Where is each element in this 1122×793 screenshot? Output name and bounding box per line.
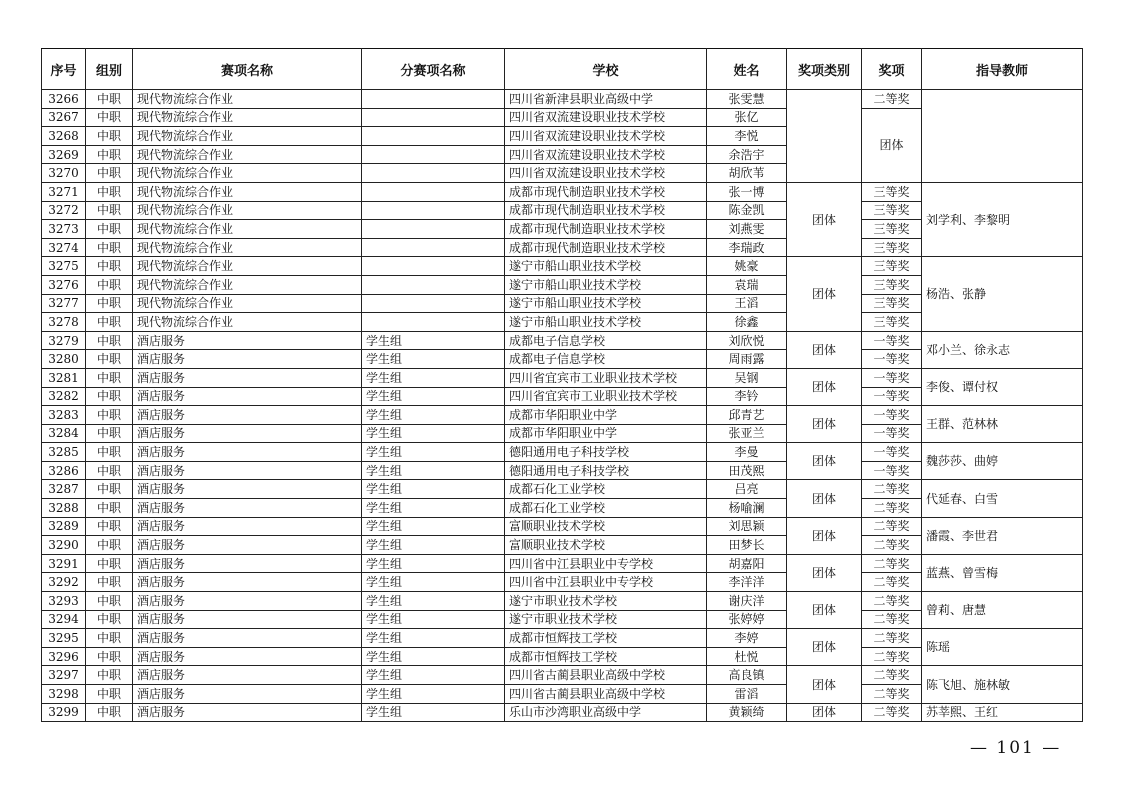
cell-school: 遂宁市船山职业技术学校 bbox=[505, 313, 707, 332]
cell-name: 胡嘉阳 bbox=[707, 554, 787, 573]
cell-event: 酒店服务 bbox=[133, 610, 362, 629]
cell-award: 二等奖 bbox=[862, 647, 922, 666]
cell-index: 3274 bbox=[42, 238, 86, 257]
cell-award: 二等奖 bbox=[862, 666, 922, 685]
table-row bbox=[42, 368, 1083, 387]
table-row bbox=[42, 703, 1083, 722]
cell-name: 周雨露 bbox=[707, 350, 787, 369]
cell-award: 三等奖 bbox=[862, 201, 922, 220]
cell-teacher: 杨浩、张静 bbox=[922, 257, 1083, 331]
cell-teacher: 陈瑶 bbox=[922, 629, 1083, 666]
cell-index: 3284 bbox=[42, 424, 86, 443]
cell-teacher: 代延春、白雪 bbox=[922, 480, 1083, 517]
cell-index: 3277 bbox=[42, 294, 86, 313]
table-row bbox=[42, 517, 1083, 536]
cell-event: 酒店服务 bbox=[133, 480, 362, 499]
cell-index: 3276 bbox=[42, 275, 86, 294]
cell-event: 酒店服务 bbox=[133, 517, 362, 536]
cell-sub-event: 学生组 bbox=[362, 647, 505, 666]
cell-award-type: 团体 bbox=[787, 443, 862, 480]
cell-award: 一等奖 bbox=[862, 350, 922, 369]
cell-group: 中职 bbox=[86, 145, 133, 164]
cell-school: 四川省双流建设职业技术学校 bbox=[505, 164, 707, 183]
cell-award: 一等奖 bbox=[862, 406, 922, 425]
cell-name: 张婷婷 bbox=[707, 610, 787, 629]
cell-teacher: 潘霞、李世君 bbox=[922, 517, 1083, 554]
cell-sub-event bbox=[362, 294, 505, 313]
cell-group: 中职 bbox=[86, 685, 133, 704]
cell-name: 胡欣苇 bbox=[707, 164, 787, 183]
cell-teacher: 蓝燕、曾雪梅 bbox=[922, 554, 1083, 591]
cell-index: 3275 bbox=[42, 257, 86, 276]
cell-teacher: 李俊、谭付权 bbox=[922, 368, 1083, 405]
cell-index: 3266 bbox=[42, 90, 86, 109]
cell-teacher bbox=[922, 90, 1083, 183]
page-number: — 101 — bbox=[970, 738, 1062, 758]
col-header-event: 赛项名称 bbox=[133, 49, 362, 90]
cell-event: 酒店服务 bbox=[133, 368, 362, 387]
cell-event: 酒店服务 bbox=[133, 703, 362, 722]
cell-name: 张一博 bbox=[707, 182, 787, 201]
cell-event: 酒店服务 bbox=[133, 499, 362, 518]
cell-award-type: 团体 bbox=[787, 182, 862, 256]
col-header-award: 奖项 bbox=[862, 49, 922, 90]
cell-group: 中职 bbox=[86, 294, 133, 313]
table-row bbox=[42, 406, 1083, 425]
cell-event: 酒店服务 bbox=[133, 666, 362, 685]
cell-name: 李曼 bbox=[707, 443, 787, 462]
cell-sub-event bbox=[362, 220, 505, 239]
cell-sub-event: 学生组 bbox=[362, 368, 505, 387]
cell-sub-event: 学生组 bbox=[362, 517, 505, 536]
cell-group: 中职 bbox=[86, 554, 133, 573]
cell-award: 一等奖 bbox=[862, 443, 922, 462]
cell-sub-event bbox=[362, 257, 505, 276]
cell-event: 酒店服务 bbox=[133, 406, 362, 425]
cell-award-type: 团体 bbox=[787, 480, 862, 517]
cell-index: 3272 bbox=[42, 201, 86, 220]
cell-group: 中职 bbox=[86, 480, 133, 499]
cell-sub-event: 学生组 bbox=[362, 499, 505, 518]
col-header-school: 学校 bbox=[505, 49, 707, 90]
cell-sub-event: 学生组 bbox=[362, 573, 505, 592]
table-row bbox=[42, 331, 1083, 350]
cell-index: 3280 bbox=[42, 350, 86, 369]
cell-award-type: 团体 bbox=[787, 592, 862, 629]
cell-group: 中职 bbox=[86, 406, 133, 425]
cell-award-type: 团体 bbox=[787, 703, 862, 722]
cell-group: 中职 bbox=[86, 424, 133, 443]
cell-award: 二等奖 bbox=[862, 90, 922, 109]
cell-index: 3288 bbox=[42, 499, 86, 518]
cell-group: 中职 bbox=[86, 90, 133, 109]
cell-index: 3296 bbox=[42, 647, 86, 666]
cell-event: 酒店服务 bbox=[133, 536, 362, 555]
table-row bbox=[42, 90, 1083, 109]
cell-award: 一等奖 bbox=[862, 331, 922, 350]
cell-event: 酒店服务 bbox=[133, 647, 362, 666]
cell-index: 3287 bbox=[42, 480, 86, 499]
cell-sub-event bbox=[362, 90, 505, 109]
cell-group: 中职 bbox=[86, 164, 133, 183]
cell-sub-event: 学生组 bbox=[362, 443, 505, 462]
cell-teacher: 苏莘熙、王红 bbox=[922, 703, 1083, 722]
cell-award: 三等奖 bbox=[862, 257, 922, 276]
cell-school: 四川省中江县职业中专学校 bbox=[505, 573, 707, 592]
cell-school: 成都市现代制造职业技术学校 bbox=[505, 182, 707, 201]
cell-award-type: 团体 bbox=[787, 406, 862, 443]
cell-sub-event bbox=[362, 182, 505, 201]
cell-index: 3270 bbox=[42, 164, 86, 183]
cell-index: 3279 bbox=[42, 331, 86, 350]
cell-sub-event: 学生组 bbox=[362, 536, 505, 555]
cell-name: 吕亮 bbox=[707, 480, 787, 499]
col-header-name: 姓名 bbox=[707, 49, 787, 90]
cell-name: 余浩宇 bbox=[707, 145, 787, 164]
cell-teacher: 王群、范林林 bbox=[922, 406, 1083, 443]
col-header-group: 组别 bbox=[86, 49, 133, 90]
table-row bbox=[42, 666, 1083, 685]
cell-event: 现代物流综合作业 bbox=[133, 257, 362, 276]
cell-school: 遂宁市职业技术学校 bbox=[505, 610, 707, 629]
cell-name: 李悦 bbox=[707, 127, 787, 146]
cell-event: 酒店服务 bbox=[133, 554, 362, 573]
col-header-teacher: 指导教师 bbox=[922, 49, 1083, 90]
cell-index: 3291 bbox=[42, 554, 86, 573]
cell-award: 一等奖 bbox=[862, 461, 922, 480]
cell-award-type: 团体 bbox=[787, 554, 862, 591]
cell-index: 3268 bbox=[42, 127, 86, 146]
cell-sub-event: 学生组 bbox=[362, 629, 505, 648]
cell-index: 3273 bbox=[42, 220, 86, 239]
cell-school: 成都市华阳职业中学 bbox=[505, 424, 707, 443]
cell-award-type: 团体 bbox=[787, 257, 862, 331]
cell-award-type: 团体 bbox=[787, 368, 862, 405]
cell-school: 成都市现代制造职业技术学校 bbox=[505, 220, 707, 239]
cell-event: 现代物流综合作业 bbox=[133, 220, 362, 239]
cell-name: 张雯慧 bbox=[707, 90, 787, 109]
cell-sub-event: 学生组 bbox=[362, 350, 505, 369]
cell-event: 酒店服务 bbox=[133, 461, 362, 480]
cell-event: 现代物流综合作业 bbox=[133, 238, 362, 257]
cell-sub-event: 学生组 bbox=[362, 406, 505, 425]
cell-sub-event: 学生组 bbox=[362, 554, 505, 573]
cell-name: 陈金凯 bbox=[707, 201, 787, 220]
cell-name: 李洋洋 bbox=[707, 573, 787, 592]
cell-index: 3292 bbox=[42, 573, 86, 592]
cell-school: 成都石化工业学校 bbox=[505, 480, 707, 499]
cell-teacher: 陈飞旭、施林敏 bbox=[922, 666, 1083, 703]
cell-name: 刘思颖 bbox=[707, 517, 787, 536]
cell-index: 3282 bbox=[42, 387, 86, 406]
cell-school: 成都市恒辉技工学校 bbox=[505, 647, 707, 666]
cell-sub-event bbox=[362, 275, 505, 294]
cell-group: 中职 bbox=[86, 127, 133, 146]
cell-event: 酒店服务 bbox=[133, 443, 362, 462]
cell-school: 成都石化工业学校 bbox=[505, 499, 707, 518]
cell-award: 二等奖 bbox=[862, 685, 922, 704]
cell-teacher: 魏莎莎、曲婷 bbox=[922, 443, 1083, 480]
cell-name: 谢庆洋 bbox=[707, 592, 787, 611]
cell-group: 中职 bbox=[86, 368, 133, 387]
cell-award: 三等奖 bbox=[862, 313, 922, 332]
cell-award-type: 团体 bbox=[787, 666, 862, 703]
cell-group: 中职 bbox=[86, 331, 133, 350]
cell-award: 二等奖 bbox=[862, 554, 922, 573]
cell-sub-event: 学生组 bbox=[362, 685, 505, 704]
cell-event: 酒店服务 bbox=[133, 350, 362, 369]
cell-school: 成都市现代制造职业技术学校 bbox=[505, 238, 707, 257]
cell-index: 3283 bbox=[42, 406, 86, 425]
cell-award: 二等奖 bbox=[862, 499, 922, 518]
cell-school: 成都市现代制造职业技术学校 bbox=[505, 201, 707, 220]
cell-award: 三等奖 bbox=[862, 238, 922, 257]
cell-index: 3285 bbox=[42, 443, 86, 462]
cell-award: 三等奖 bbox=[862, 182, 922, 201]
cell-name: 姚豪 bbox=[707, 257, 787, 276]
cell-index: 3295 bbox=[42, 629, 86, 648]
cell-name: 张亿 bbox=[707, 108, 787, 127]
cell-award: 一等奖 bbox=[862, 387, 922, 406]
cell-teacher: 邓小兰、徐永志 bbox=[922, 331, 1083, 368]
cell-name: 徐鑫 bbox=[707, 313, 787, 332]
cell-name: 杜悦 bbox=[707, 647, 787, 666]
cell-school: 四川省古蔺县职业高级中学校 bbox=[505, 685, 707, 704]
cell-sub-event: 学生组 bbox=[362, 387, 505, 406]
cell-school: 遂宁市船山职业技术学校 bbox=[505, 294, 707, 313]
cell-name: 高良镇 bbox=[707, 666, 787, 685]
cell-group: 中职 bbox=[86, 443, 133, 462]
cell-award: 三等奖 bbox=[862, 294, 922, 313]
cell-event: 现代物流综合作业 bbox=[133, 201, 362, 220]
table-row bbox=[42, 629, 1083, 648]
table-row bbox=[42, 182, 1083, 201]
cell-school: 富顺职业技术学校 bbox=[505, 517, 707, 536]
cell-sub-event: 学生组 bbox=[362, 331, 505, 350]
cell-sub-event: 学生组 bbox=[362, 703, 505, 722]
cell-name: 邱青艺 bbox=[707, 406, 787, 425]
cell-name: 袁瑞 bbox=[707, 275, 787, 294]
cell-award: 二等奖 bbox=[862, 610, 922, 629]
cell-school: 乐山市沙湾职业高级中学 bbox=[505, 703, 707, 722]
cell-award-type bbox=[787, 90, 862, 183]
award-table bbox=[41, 48, 1083, 722]
cell-name: 张亚兰 bbox=[707, 424, 787, 443]
cell-sub-event bbox=[362, 313, 505, 332]
cell-sub-event bbox=[362, 201, 505, 220]
cell-award: 三等奖 bbox=[862, 220, 922, 239]
cell-group: 中职 bbox=[86, 108, 133, 127]
cell-group: 中职 bbox=[86, 629, 133, 648]
cell-index: 3299 bbox=[42, 703, 86, 722]
cell-sub-event bbox=[362, 164, 505, 183]
cell-award-type: 团体 bbox=[787, 331, 862, 368]
cell-event: 现代物流综合作业 bbox=[133, 294, 362, 313]
cell-name: 雷滔 bbox=[707, 685, 787, 704]
table-row bbox=[42, 592, 1083, 611]
cell-group: 中职 bbox=[86, 647, 133, 666]
cell-award: 三等奖 bbox=[862, 275, 922, 294]
cell-group: 中职 bbox=[86, 573, 133, 592]
cell-award: 二等奖 bbox=[862, 592, 922, 611]
cell-index: 3290 bbox=[42, 536, 86, 555]
cell-name: 王滔 bbox=[707, 294, 787, 313]
cell-school: 四川省中江县职业中专学校 bbox=[505, 554, 707, 573]
header-row bbox=[42, 49, 1083, 90]
cell-school: 遂宁市职业技术学校 bbox=[505, 592, 707, 611]
cell-school: 四川省古蔺县职业高级中学校 bbox=[505, 666, 707, 685]
cell-event: 酒店服务 bbox=[133, 424, 362, 443]
cell-sub-event: 学生组 bbox=[362, 666, 505, 685]
cell-sub-event: 学生组 bbox=[362, 461, 505, 480]
col-header-sub-event: 分赛项名称 bbox=[362, 49, 505, 90]
cell-name: 李婷 bbox=[707, 629, 787, 648]
cell-award: 二等奖 bbox=[862, 573, 922, 592]
cell-award-type: 团体 bbox=[787, 629, 862, 666]
cell-teacher: 曾莉、唐慧 bbox=[922, 592, 1083, 629]
cell-name: 刘燕雯 bbox=[707, 220, 787, 239]
cell-teacher: 刘学利、李黎明 bbox=[922, 182, 1083, 256]
table-row bbox=[42, 554, 1083, 573]
cell-school: 德阳通用电子科技学校 bbox=[505, 461, 707, 480]
table-row bbox=[42, 443, 1083, 462]
cell-sub-event: 学生组 bbox=[362, 592, 505, 611]
cell-event: 酒店服务 bbox=[133, 685, 362, 704]
cell-sub-event bbox=[362, 145, 505, 164]
cell-school: 四川省双流建设职业技术学校 bbox=[505, 127, 707, 146]
cell-school: 四川省双流建设职业技术学校 bbox=[505, 145, 707, 164]
cell-school: 成都市恒辉技工学校 bbox=[505, 629, 707, 648]
cell-sub-event bbox=[362, 238, 505, 257]
cell-award: 二等奖 bbox=[862, 536, 922, 555]
cell-group: 中职 bbox=[86, 257, 133, 276]
cell-sub-event: 学生组 bbox=[362, 480, 505, 499]
cell-sub-event bbox=[362, 108, 505, 127]
cell-event: 酒店服务 bbox=[133, 629, 362, 648]
cell-award: 一等奖 bbox=[862, 368, 922, 387]
cell-group: 中职 bbox=[86, 182, 133, 201]
cell-index: 3271 bbox=[42, 182, 86, 201]
cell-sub-event: 学生组 bbox=[362, 610, 505, 629]
cell-group: 中职 bbox=[86, 703, 133, 722]
cell-school: 四川省新津县职业高级中学 bbox=[505, 90, 707, 109]
cell-award: 二等奖 bbox=[862, 629, 922, 648]
table-row bbox=[42, 480, 1083, 499]
cell-school: 成都电子信息学校 bbox=[505, 331, 707, 350]
cell-group: 中职 bbox=[86, 238, 133, 257]
cell-index: 3293 bbox=[42, 592, 86, 611]
cell-index: 3267 bbox=[42, 108, 86, 127]
cell-event: 酒店服务 bbox=[133, 331, 362, 350]
cell-event: 现代物流综合作业 bbox=[133, 90, 362, 109]
cell-school: 四川省宜宾市工业职业技术学校 bbox=[505, 387, 707, 406]
cell-name: 吴钢 bbox=[707, 368, 787, 387]
cell-index: 3281 bbox=[42, 368, 86, 387]
cell-index: 3294 bbox=[42, 610, 86, 629]
cell-group: 中职 bbox=[86, 201, 133, 220]
cell-school: 遂宁市船山职业技术学校 bbox=[505, 275, 707, 294]
cell-event: 现代物流综合作业 bbox=[133, 164, 362, 183]
cell-group: 中职 bbox=[86, 666, 133, 685]
cell-school: 遂宁市船山职业技术学校 bbox=[505, 257, 707, 276]
cell-group: 中职 bbox=[86, 536, 133, 555]
cell-group: 中职 bbox=[86, 275, 133, 294]
cell-school: 富顺职业技术学校 bbox=[505, 536, 707, 555]
cell-sub-event: 学生组 bbox=[362, 424, 505, 443]
cell-name: 刘欣悦 bbox=[707, 331, 787, 350]
cell-name: 李钤 bbox=[707, 387, 787, 406]
cell-index: 3289 bbox=[42, 517, 86, 536]
cell-index: 3269 bbox=[42, 145, 86, 164]
cell-school: 四川省双流建设职业技术学校 bbox=[505, 108, 707, 127]
cell-event: 现代物流综合作业 bbox=[133, 182, 362, 201]
cell-school: 德阳通用电子科技学校 bbox=[505, 443, 707, 462]
cell-group: 中职 bbox=[86, 610, 133, 629]
cell-award: 二等奖 bbox=[862, 480, 922, 499]
cell-name: 李瑞政 bbox=[707, 238, 787, 257]
cell-event: 酒店服务 bbox=[133, 387, 362, 406]
cell-index: 3298 bbox=[42, 685, 86, 704]
cell-index: 3297 bbox=[42, 666, 86, 685]
cell-group: 中职 bbox=[86, 517, 133, 536]
cell-event: 现代物流综合作业 bbox=[133, 275, 362, 294]
cell-index: 3278 bbox=[42, 313, 86, 332]
cell-group: 中职 bbox=[86, 592, 133, 611]
cell-award: 二等奖 bbox=[862, 517, 922, 536]
col-header-award-type: 奖项类别 bbox=[787, 49, 862, 90]
cell-award: 一等奖 bbox=[862, 424, 922, 443]
cell-award: 二等奖 bbox=[862, 703, 922, 722]
cell-group: 中职 bbox=[86, 313, 133, 332]
cell-group: 中职 bbox=[86, 499, 133, 518]
cell-name: 杨喻澜 bbox=[707, 499, 787, 518]
cell-school: 成都电子信息学校 bbox=[505, 350, 707, 369]
cell-event: 现代物流综合作业 bbox=[133, 127, 362, 146]
cell-index: 3286 bbox=[42, 461, 86, 480]
cell-event: 现代物流综合作业 bbox=[133, 108, 362, 127]
col-header-index: 序号 bbox=[42, 49, 86, 90]
cell-award-type: 团体 bbox=[787, 517, 862, 554]
cell-school: 四川省宜宾市工业职业技术学校 bbox=[505, 368, 707, 387]
cell-group: 中职 bbox=[86, 220, 133, 239]
cell-name: 黄颖绮 bbox=[707, 703, 787, 722]
cell-group: 中职 bbox=[86, 461, 133, 480]
cell-event: 现代物流综合作业 bbox=[133, 145, 362, 164]
cell-event: 酒店服务 bbox=[133, 592, 362, 611]
cell-group: 中职 bbox=[86, 387, 133, 406]
cell-group: 中职 bbox=[86, 350, 133, 369]
cell-award-type: 团体 bbox=[862, 108, 922, 182]
table-row bbox=[42, 257, 1083, 276]
cell-name: 田梦长 bbox=[707, 536, 787, 555]
cell-event: 现代物流综合作业 bbox=[133, 313, 362, 332]
cell-name: 田茂熙 bbox=[707, 461, 787, 480]
cell-school: 成都市华阳职业中学 bbox=[505, 406, 707, 425]
cell-event: 酒店服务 bbox=[133, 573, 362, 592]
cell-sub-event bbox=[362, 127, 505, 146]
